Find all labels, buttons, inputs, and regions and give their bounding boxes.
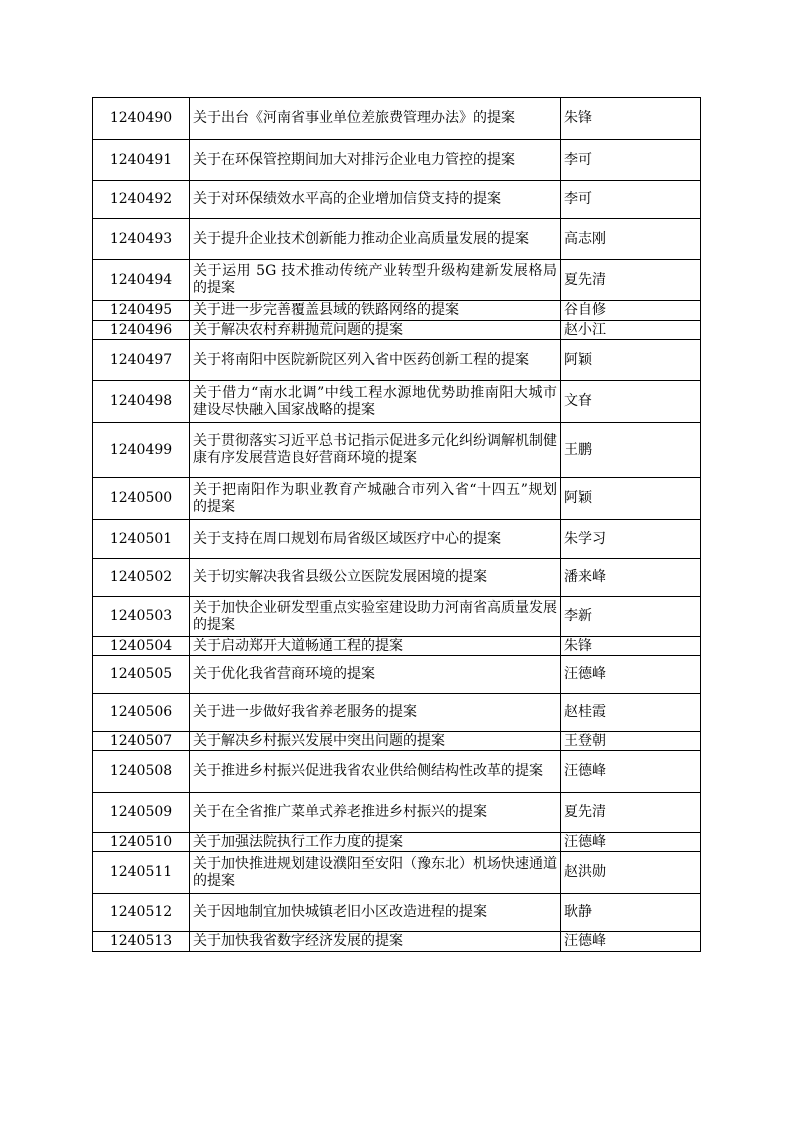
proposal-author-cell: 王鹏 [561,423,701,478]
proposal-id-cell: 1240499 [93,423,190,478]
proposal-title-cell: 关于提升企业技术创新能力推动企业高质量发展的提案 [190,219,561,260]
proposal-author-cell: 李可 [561,181,701,219]
proposal-author-cell: 汪德峰 [561,833,701,852]
proposal-title-cell: 关于解决农村弃耕抛荒问题的提案 [190,321,561,340]
table-row [93,597,701,637]
proposal-title-cell: 关于出台《河南省事业单位差旅费管理办法》的提案 [190,98,561,140]
proposal-id-cell: 1240512 [93,894,190,932]
proposal-author-cell: 汪德峰 [561,932,701,952]
proposal-author-cell: 文眘 [561,381,701,423]
proposal-id-cell: 1240490 [93,98,190,140]
table-row [93,732,701,751]
proposal-author-cell: 李新 [561,597,701,637]
proposal-title-cell: 关于加强法院执行工作力度的提案 [190,833,561,852]
proposal-title-cell: 关于解决乡村振兴发展中突出问题的提案 [190,732,561,751]
proposal-table [92,97,701,952]
proposal-title-cell: 关于在环保管控期间加大对排污企业电力管控的提案 [190,140,561,181]
proposal-id-cell: 1240504 [93,637,190,656]
proposal-id-cell: 1240492 [93,181,190,219]
proposal-id-cell: 1240498 [93,381,190,423]
proposal-id-cell: 1240501 [93,520,190,559]
proposal-title-cell: 关于切实解决我省县级公立医院发展困境的提案 [190,559,561,597]
table-row [93,559,701,597]
proposal-id-cell: 1240491 [93,140,190,181]
table-row [93,181,701,219]
proposal-author-cell: 谷自修 [561,301,701,321]
table-row [93,423,701,478]
proposal-id-cell: 1240513 [93,932,190,952]
proposal-title-cell: 关于把南阳作为职业教育产城融合市列入省“十四五”规划的提案 [190,478,561,520]
proposal-id-cell: 1240511 [93,852,190,894]
proposal-author-cell: 夏先清 [561,793,701,833]
proposal-table-body [93,98,701,952]
table-row [93,219,701,260]
proposal-id-cell: 1240497 [93,340,190,381]
table-row [93,301,701,321]
table-row [93,656,701,694]
proposal-title-cell: 关于在全省推广菜单式养老推进乡村振兴的提案 [190,793,561,833]
table-row [93,637,701,656]
proposal-id-cell: 1240496 [93,321,190,340]
table-row [93,833,701,852]
proposal-author-cell: 潘来峰 [561,559,701,597]
proposal-title-cell: 关于加快推进规划建设濮阳至安阳（豫东北）机场快速通道的提案 [190,852,561,894]
proposal-author-cell: 赵小江 [561,321,701,340]
proposal-author-cell: 朱学习 [561,520,701,559]
table-row [93,340,701,381]
proposal-author-cell: 赵桂霞 [561,694,701,732]
proposal-author-cell: 李可 [561,140,701,181]
proposal-author-cell: 高志刚 [561,219,701,260]
proposal-author-cell: 夏先清 [561,260,701,301]
table-row [93,140,701,181]
proposal-author-cell: 阿颖 [561,478,701,520]
proposal-title-cell: 关于进一步完善覆盖县域的铁路网络的提案 [190,301,561,321]
proposal-author-cell: 耿静 [561,894,701,932]
proposal-author-cell: 王登朝 [561,732,701,751]
table-row [93,520,701,559]
proposal-title-cell: 关于进一步做好我省养老服务的提案 [190,694,561,732]
table-row [93,852,701,894]
proposal-id-cell: 1240502 [93,559,190,597]
proposal-id-cell: 1240507 [93,732,190,751]
table-row [93,694,701,732]
proposal-author-cell: 汪德峰 [561,751,701,793]
table-row [93,894,701,932]
proposal-title-cell: 关于加快我省数字经济发展的提案 [190,932,561,952]
proposal-id-cell: 1240493 [93,219,190,260]
table-row [93,381,701,423]
proposal-title-cell: 关于运用 5G 技术推动传统产业转型升级构建新发展格局的提案 [190,260,561,301]
proposal-id-cell: 1240494 [93,260,190,301]
proposal-author-cell: 朱锋 [561,98,701,140]
table-row [93,751,701,793]
proposal-title-cell: 关于对环保绩效水平高的企业增加信贷支持的提案 [190,181,561,219]
proposal-id-cell: 1240509 [93,793,190,833]
table-row [93,932,701,952]
proposal-author-cell: 赵洪勋 [561,852,701,894]
proposal-id-cell: 1240505 [93,656,190,694]
proposal-author-cell: 阿颖 [561,340,701,381]
proposal-title-cell: 关于启动郑开大道畅通工程的提案 [190,637,561,656]
table-row [93,321,701,340]
proposal-title-cell: 关于优化我省营商环境的提案 [190,656,561,694]
proposal-title-cell: 关于因地制宜加快城镇老旧小区改造进程的提案 [190,894,561,932]
proposal-title-cell: 关于借力“南水北调”中线工程水源地优势助推南阳大城市建设尽快融入国家战略的提案 [190,381,561,423]
proposal-id-cell: 1240495 [93,301,190,321]
proposal-author-cell: 汪德峰 [561,656,701,694]
proposal-id-cell: 1240506 [93,694,190,732]
proposal-author-cell: 朱锋 [561,637,701,656]
table-row [93,260,701,301]
table-row [93,478,701,520]
table-row [93,98,701,140]
proposal-id-cell: 1240503 [93,597,190,637]
proposal-title-cell: 关于贯彻落实习近平总书记指示促进多元化纠纷调解机制健康有序发展营造良好营商环境的提案 [190,423,561,478]
proposal-title-cell: 关于加快企业研发型重点实验室建设助力河南省高质量发展的提案 [190,597,561,637]
proposal-id-cell: 1240500 [93,478,190,520]
proposal-title-cell: 关于将南阳中医院新院区列入省中医药创新工程的提案 [190,340,561,381]
proposal-title-cell: 关于推进乡村振兴促进我省农业供给侧结构性改革的提案 [190,751,561,793]
proposal-id-cell: 1240510 [93,833,190,852]
proposal-title-cell: 关于支持在周口规划布局省级区域医疗中心的提案 [190,520,561,559]
table-row [93,793,701,833]
proposal-id-cell: 1240508 [93,751,190,793]
